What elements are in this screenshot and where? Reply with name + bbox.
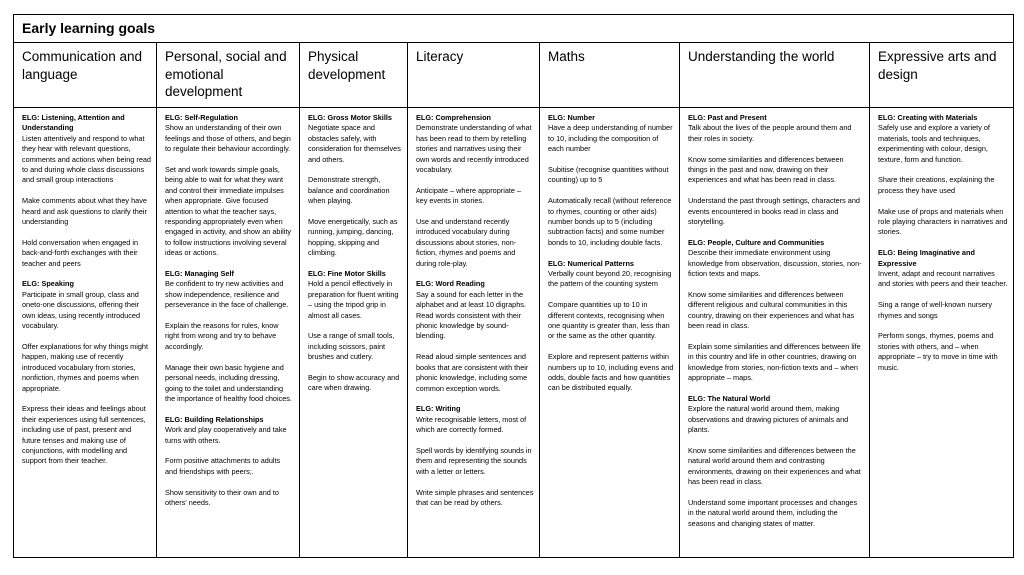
- content-cell: [870, 108, 1014, 558]
- elg-heading: ELG: Being Imaginative and Expressive: [878, 248, 975, 268]
- elg-text: Have a deep understanding of number to 10, including the composition of each number: [548, 123, 673, 154]
- elg-heading: ELG: Writing: [416, 404, 461, 414]
- elg-text: Manage their own basic hygiene and personal needs, including dressing, going to the toilet and understanding the importance of healthy food choices.: [165, 362, 292, 403]
- elg-text: Set and work towards simple goals, being able to wait for what they want and control their immediate impulses when appropriate. Give focused attention to what the teacher says, responding appropriately even when engaged in activity, and show an ability to follow instructions involving several ideas or actions.: [165, 165, 292, 258]
- elg-text: Write simple phrases and sentences that can be read by others.: [416, 487, 534, 507]
- header-literacy: Literacy: [416, 49, 464, 64]
- elg-text: Work and play cooperatively and take turns with others.: [165, 425, 287, 445]
- header-understanding-the-world: Understanding the world: [688, 49, 835, 64]
- elg-heading: ELG: Past and Present: [688, 113, 767, 122]
- elg-text: Automatically recall (without reference to rhymes, counting or other aids) number bonds up to 5 (including subtraction facts) and some number bonds to 10, including double facts.: [548, 196, 672, 247]
- elg-heading: ELG: Fine Motor Skills: [308, 269, 386, 279]
- elg-text: Know some similarities and differences between different religious and cultural communities in this country, drawing on their experiences and what has been read in class.: [688, 289, 855, 331]
- elg-text: Know some similarities and differences between the natural world around them and contrasting environments, drawing on their experiences and what has been read in class.: [688, 445, 861, 487]
- header-cell: [540, 43, 680, 108]
- header-row: [14, 43, 1014, 108]
- elg-text: Safely use and explore a variety of materials, tools and techniques, experimenting with colour, design, texture, form and function.: [878, 123, 990, 164]
- elg-text: Read aloud simple sentences and books that are consistent with their phonic knowledge, including some common exception words.: [416, 352, 529, 393]
- elg-text: Spell words by identifying sounds in them and representing the sounds with a letter or letters.: [416, 445, 532, 476]
- elg-heading: ELG: Creating with Materials: [878, 113, 978, 122]
- elg-text: Explain the reasons for rules, know right from wrong and try to behave accordingly.: [165, 321, 279, 351]
- elg-text: Demonstrate strength, balance and coordination when playing.: [308, 175, 390, 206]
- column-content-maths: [540, 108, 679, 394]
- header-cell: [870, 43, 1014, 108]
- early-learning-goals-table: [13, 14, 1014, 558]
- elg-text: Understand some important processes and changes in the natural world around them, including the seasons and changing states of matter.: [688, 497, 858, 528]
- elg-text: Share their creations, explaining the process they have used: [878, 175, 995, 195]
- elg-text: Say a sound for each letter in the alphabet and at least 10 digraphs. Read words consistent with their phonic knowledge by sound-blending.: [416, 289, 526, 341]
- elg-text: Negotiate space and obstacles safely, with consideration for themselves and others.: [308, 123, 401, 164]
- header-personal-social-emotional: Personal, social and emotional development: [165, 49, 287, 99]
- elg-text: Move energetically, such as running, jumping, dancing, hopping, skipping and climbing.: [308, 217, 398, 258]
- column-content-personal-social: [157, 108, 299, 508]
- elg-text: Explain some similarities and differences between life in this country and life in other countries, drawing on knowledge from stories, non-fiction texts and – when appropriate – maps.: [688, 341, 861, 383]
- content-cell: [300, 108, 408, 558]
- elg-text: Begin to show accuracy and care when drawing.: [308, 373, 400, 393]
- elg-heading: ELG: Comprehension: [416, 113, 491, 122]
- elg-text: Hold a pencil effectively in preparation for fluent writing – using the tripod grip in almost all cases.: [308, 279, 399, 320]
- elg-text: Understand the past through settings, characters and events encountered in books read in class and storytelling.: [688, 196, 860, 227]
- header-physical-development: Physical development: [308, 49, 386, 82]
- elg-text: Sing a range of well-known nursery rhymes and songs: [878, 300, 992, 320]
- header-cell: [680, 43, 870, 108]
- elg-text: Make use of props and materials when role playing characters in narratives and stories.: [878, 206, 1008, 237]
- column-content-understanding-world: [680, 108, 869, 529]
- elg-text: Perform songs, rhymes, poems and stories with others, and – when appropriate – try to move in time with music.: [878, 331, 998, 372]
- elg-text: Describe their immediate environment using knowledge from observation, discussion, stories, non-fiction texts and maps.: [688, 248, 862, 279]
- elg-text: Be confident to try new activities and show independence, resilience and perseverance in the face of challenge.: [165, 279, 289, 310]
- elg-text: Use and understand recently introduced vocabulary during discussions about stories, non-fiction, rhymes and poems and during role-play.: [416, 217, 517, 268]
- header-cell: [408, 43, 540, 108]
- elg-text: Participate in small group, class and oneto-one discussions, offering their own ideas, using recently introduced vocabulary.: [22, 289, 141, 331]
- column-content-literacy: [408, 108, 539, 508]
- elg-heading: ELG: Listening, Attention and Understanding: [22, 113, 125, 133]
- page-title: Early learning goals: [22, 20, 156, 36]
- header-communication-and-language: Communication and language: [22, 49, 143, 82]
- elg-text: Write recognisable letters, most of which are correctly formed.: [416, 414, 527, 435]
- content-row: [14, 108, 1014, 558]
- header-maths: Maths: [548, 49, 585, 64]
- header-cell: [300, 43, 408, 108]
- content-cell: [680, 108, 870, 558]
- elg-heading: ELG: People, Culture and Communities: [688, 237, 825, 247]
- elg-text: Use a range of small tools, including scissors, paint brushes and cutlery.: [308, 331, 395, 362]
- elg-text: Anticipate – where appropriate – key events in stories.: [416, 185, 522, 206]
- elg-heading: ELG: The Natural World: [688, 393, 771, 403]
- column-content-expressive-arts: [870, 108, 1013, 373]
- elg-heading: ELG: Building Relationships: [165, 414, 264, 424]
- elg-heading: ELG: Speaking: [22, 279, 74, 289]
- elg-heading: ELG: Gross Motor Skills: [308, 113, 392, 122]
- elg-text: Explore and represent patterns within numbers up to 10, including evens and odds, double facts and how quantities can be distributed equally.: [548, 352, 674, 393]
- elg-heading: ELG: Self-Regulation: [165, 113, 238, 122]
- elg-text: Verbally count beyond 20, recognising the pattern of the counting system: [548, 269, 672, 289]
- column-content-communication: [14, 108, 156, 467]
- elg-text: Know some similarities and differences between things in the past and now, drawing on their experiences and what has been read in class.: [688, 154, 844, 185]
- content-cell: [157, 108, 300, 558]
- content-cell: [540, 108, 680, 558]
- elg-text: Form positive attachments to adults and friendships with peers;.: [165, 456, 281, 476]
- elg-text: Express their ideas and feelings about their experiences using full sentences, including use of past, present and future tenses and making use of conjunctions, with modelling and support from their teacher.: [22, 404, 146, 466]
- elg-text: Make comments about what they have heard and ask questions to clarify their understanding: [22, 196, 147, 227]
- elg-text: Talk about the lives of the people around them and their roles in society.: [688, 123, 852, 143]
- elg-text: Listen attentively and respond to what they hear with relevant questions, comments and actions when being read to and during whole class discussions and small group interactions: [22, 133, 151, 185]
- elg-text: Show an understanding of their own feelings and those of others, and begin to regulate their behaviour accordingly.: [165, 123, 291, 154]
- content-cell: [14, 108, 157, 558]
- column-content-physical: [300, 108, 407, 394]
- elg-text: Explore the natural world around them, making observations and drawing pictures of animals and plants.: [688, 404, 849, 435]
- elg-text: Demonstrate understanding of what has been read to them by retelling stories and narratives using their own words and recently introduced vocabulary.: [416, 123, 532, 175]
- elg-heading: ELG: Word Reading: [416, 279, 485, 289]
- content-cell: [408, 108, 540, 558]
- elg-heading: ELG: Managing Self: [165, 269, 234, 279]
- header-cell: [14, 43, 157, 108]
- elg-text: Invent, adapt and recount narratives and stories with peers and their teacher.: [878, 269, 1008, 289]
- title-cell: [14, 15, 1014, 43]
- elg-text: Hold conversation when engaged in back-and-forth exchanges with their teacher and peers: [22, 237, 139, 268]
- elg-heading: ELG: Numerical Patterns: [548, 258, 634, 268]
- elg-text: Compare quantities up to 10 in different contexts, recognising when one quantity is greater than, less than or the same as the other quantity.: [548, 300, 670, 341]
- elg-text: Subitise (recognise quantities without counting) up to 5: [548, 165, 669, 185]
- header-expressive-arts-and-design: Expressive arts and design: [878, 49, 997, 82]
- header-cell: [157, 43, 300, 108]
- elg-heading: ELG: Number: [548, 113, 596, 122]
- elg-text: Show sensitivity to their own and to others' needs.: [165, 487, 279, 507]
- elg-text: Offer explanations for why things might happen, making use of recently introduced vocabulary from stories, nonfiction, rhymes and poems when appropriate.: [22, 341, 149, 393]
